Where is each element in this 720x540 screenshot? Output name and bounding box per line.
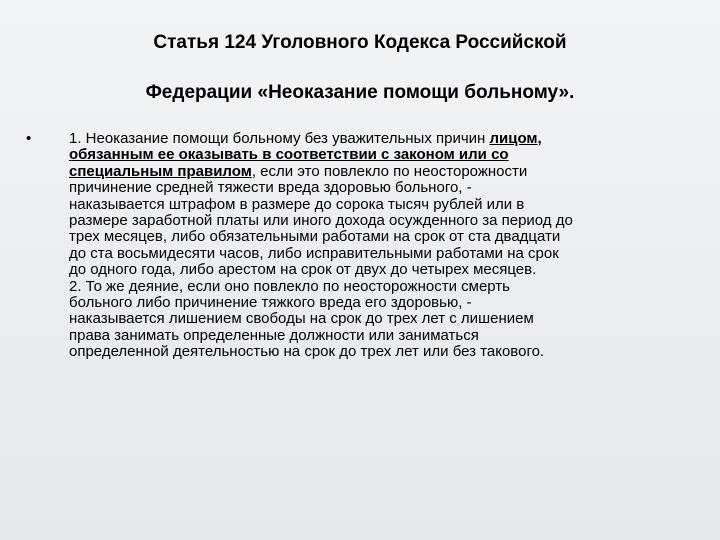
text-line-10: 2. То же деяние, если оно повлекло по неосторожности смерть (69, 277, 510, 295)
article-text (69, 131, 689, 361)
text-line-8: до ста восьмидесяти часов, либо исправительными работами на срок (69, 244, 559, 262)
text-line-3 (69, 164, 689, 180)
text-line-1-plain: 1. Неоказание помощи больному без уважительных причин (69, 130, 490, 147)
text-line-1 (69, 131, 689, 147)
text-line-2 (69, 147, 689, 163)
text-line-5: наказывается штрафом в размере до сорока тысяч рублей или в (69, 195, 525, 213)
text-line-6: размере заработной платы или иного дохода осужденного за период до (69, 212, 573, 230)
slide-title-line-1: Статья 124 Уголовного Кодекса Российской (153, 32, 567, 53)
text-line-14: определенной деятельностью на срок до трех лет или без такового. (69, 343, 545, 361)
text-line-12: наказывается лишением свободы на срок до трех лет с лишением (69, 310, 534, 328)
text-line-9: до одного года, либо арестом на срок от двух до четырех месяцев. (69, 261, 537, 279)
text-line-4: причинение средней тяжести вреда здоровью больного, - (69, 179, 472, 197)
slide-title-line-2: Федерации «Неоказание помощи больному». (145, 82, 575, 103)
bullet-marker: • (26, 130, 32, 147)
emphasized-phrase: специальным правилом (69, 162, 252, 180)
text-line-3-plain: , если это повлекло по неосторожности (251, 162, 528, 180)
text-line-11: больного либо причинение тяжкого вреда его здоровью, - (69, 294, 472, 312)
text-line-13: права занимать определенные должности или заниматься (69, 326, 479, 344)
emphasized-phrase: лицом, (489, 130, 542, 147)
emphasized-phrase: обязанным ее оказывать в соответствии с законом или со (69, 146, 509, 164)
text-line-7: трех месяцев, либо обязательными работами на срок от ста двадцати (69, 228, 561, 246)
